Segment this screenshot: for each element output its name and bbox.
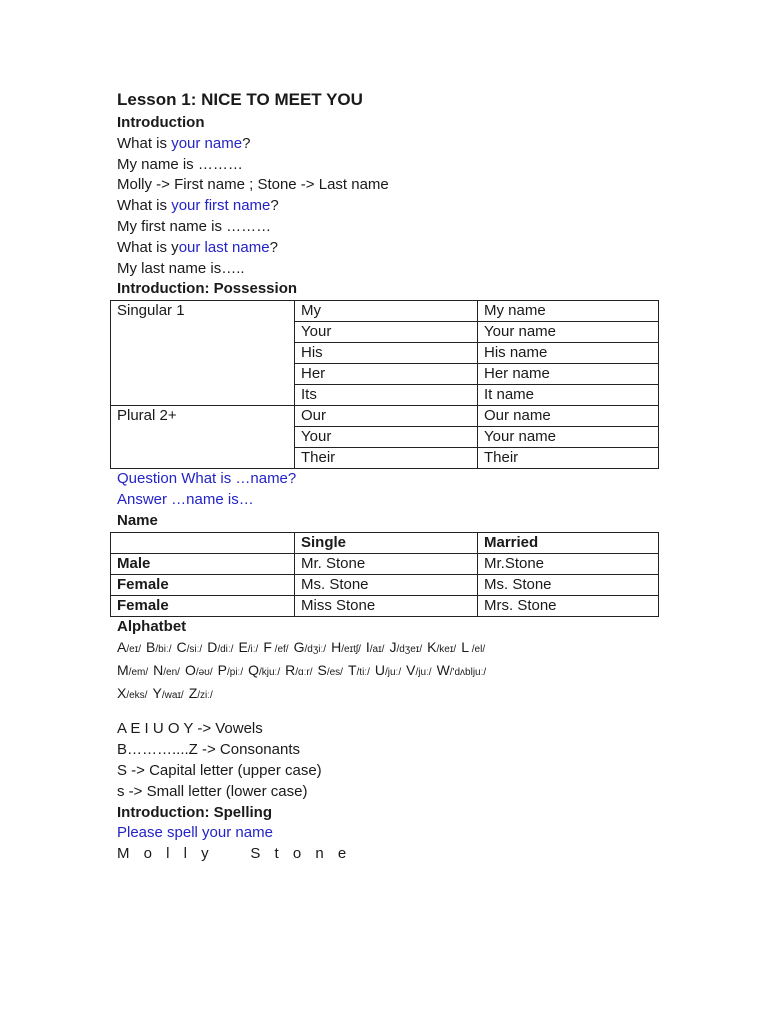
alphabet-letter-pair xyxy=(294,639,326,655)
alphabet-phonetic: /en/ xyxy=(163,667,180,679)
alphabet-letter-pair xyxy=(285,662,312,678)
table-cell: Ms. Stone xyxy=(478,574,659,595)
table-cell: His xyxy=(295,343,478,364)
alphabet-phonetic: /waɪ/ xyxy=(161,690,184,702)
alphabet-letter-pair xyxy=(185,662,213,678)
table-cell: It name xyxy=(478,385,659,406)
alphabet-phonetic: /'dʌbljuː/ xyxy=(449,667,487,679)
capital-letter-line: S -> Capital letter (upper case) xyxy=(117,761,322,779)
answer-my-name: My name is ……… xyxy=(117,155,243,173)
alphabet-letter: O xyxy=(184,662,196,679)
table-header-cell xyxy=(111,532,295,553)
table-cell: My xyxy=(295,301,478,322)
alphabet-letter-pair xyxy=(153,662,180,678)
question-text: What is xyxy=(117,197,172,215)
question-mark: ? xyxy=(269,238,278,256)
alphabet-phonetic: /siː/ xyxy=(186,644,203,656)
alphabet-letter: C xyxy=(176,639,187,656)
first-last-name-line: Molly -> First name ; Stone -> Last name xyxy=(117,176,389,194)
lesson-title: Lesson 1: NICE TO MEET YOU xyxy=(117,90,363,109)
highlight-text: your first name xyxy=(171,197,271,215)
alphabet-letter-pair xyxy=(207,639,233,655)
question-your-name xyxy=(117,134,662,155)
alphabet-phonetic: /juː/ xyxy=(415,667,432,679)
alphabet-phonetic: /piː/ xyxy=(226,667,244,679)
alphabet-letter: A xyxy=(117,639,127,656)
table-cell: Mr.Stone xyxy=(478,553,659,574)
alphabet-letter-pair xyxy=(348,662,370,678)
table-cell: Our name xyxy=(478,406,659,427)
alphabet-letter-pair xyxy=(437,662,487,678)
alphabet-letter-pair xyxy=(177,639,203,655)
table-cell: His name xyxy=(478,343,659,364)
table-cell: Your name xyxy=(478,427,659,448)
introduction-heading: Introduction xyxy=(117,114,205,131)
table-cell: Its xyxy=(295,385,478,406)
alphabet-letter: M xyxy=(117,662,129,679)
table-header-cell: Married xyxy=(478,532,659,553)
alphabet-line xyxy=(117,660,662,683)
alphabet-letter: D xyxy=(207,639,218,656)
alphabet-letter-pair xyxy=(389,639,422,655)
alphabet-phonetic: /el/ xyxy=(468,644,486,656)
table-header-row xyxy=(111,532,659,553)
table-cell: Mrs. Stone xyxy=(478,595,659,616)
possession-answer: Answer …name is… xyxy=(117,490,254,508)
table-cell: Female xyxy=(111,595,295,616)
alphabet-letter: V xyxy=(406,662,416,679)
table-row xyxy=(111,574,659,595)
alphabet-letter: S xyxy=(317,662,327,679)
alphabet-phonetic: /juː/ xyxy=(384,667,402,679)
alphabet-letter-pair xyxy=(189,685,213,701)
possession-heading: Introduction: Possession xyxy=(117,280,298,298)
alphabet-letter-pair xyxy=(331,639,361,655)
table-cell: Mr. Stone xyxy=(295,553,478,574)
alphabet-letter-pair xyxy=(117,639,141,655)
table-cell: Their xyxy=(478,448,659,469)
vowels-line: A E I U O Y -> Vowels xyxy=(117,720,263,738)
alphabet-phonetic: /keɪ/ xyxy=(436,644,457,656)
alphabet-pronunciation xyxy=(117,637,662,706)
table-row xyxy=(111,553,659,574)
alphabet-letter: P xyxy=(217,662,227,679)
alphabet-letter: B xyxy=(146,639,156,656)
spelling-heading: Introduction: Spelling xyxy=(117,803,272,821)
alphabet-phonetic: /ef/ xyxy=(271,644,289,656)
alphabet-letter: Z xyxy=(188,685,198,702)
question-text: What is y xyxy=(117,238,179,256)
table-cell: Ms. Stone xyxy=(295,574,478,595)
alphabet-phonetic: /es/ xyxy=(326,667,343,679)
alphabet-phonetic: /kjuː/ xyxy=(259,667,281,679)
table-cell: Their xyxy=(295,448,478,469)
alphabet-letter-pair xyxy=(146,639,171,655)
alphabet-phonetic: /eks/ xyxy=(126,690,148,702)
table-cell: Your name xyxy=(478,322,659,343)
table-cell: Your xyxy=(295,322,478,343)
alphabet-letter: F xyxy=(263,639,272,656)
answer-first-name: My first name is ……… xyxy=(117,217,272,235)
alphabet-phonetic: /iː/ xyxy=(247,644,259,656)
alphabet-phonetic: /əʊ/ xyxy=(195,667,213,679)
spelled-name: M o l l y S t o n e xyxy=(117,845,352,863)
alphabet-letter-pair xyxy=(238,639,258,655)
alphabet-line xyxy=(117,637,662,660)
table-cell: Our xyxy=(295,406,478,427)
alphabet-phonetic: /em/ xyxy=(128,667,149,679)
alphabet-phonetic: /tiː/ xyxy=(356,667,370,679)
document-content xyxy=(117,88,662,864)
question-text: What is xyxy=(117,134,172,152)
question-last-name xyxy=(117,238,662,259)
alphabet-letter-pair xyxy=(152,685,183,701)
alphabet-phonetic: /ziː/ xyxy=(197,690,213,702)
alphabet-letter-pair xyxy=(366,639,385,655)
consonants-line: B………....Z -> Consonants xyxy=(117,741,300,759)
question-mark: ? xyxy=(242,134,251,152)
answer-last-name: My last name is….. xyxy=(117,259,245,277)
alphabet-letter: L xyxy=(461,639,469,656)
alphabet-letter-pair xyxy=(248,662,280,678)
table-row xyxy=(111,406,659,427)
spelling-prompt: Please spell your name xyxy=(117,824,273,842)
alphabet-letter-pair xyxy=(427,639,456,655)
alphabet-letter: I xyxy=(365,639,370,656)
alphabet-phonetic: /dʒiː/ xyxy=(304,644,327,656)
alphabet-letter: U xyxy=(374,662,385,679)
alphabet-letter-pair xyxy=(263,639,288,655)
table-cell: Female xyxy=(111,574,295,595)
possession-question: Question What is …name? xyxy=(117,470,297,488)
alphabet-letter: T xyxy=(347,662,357,679)
alphabet-heading: Alphatbet xyxy=(117,617,187,635)
question-first-name xyxy=(117,196,662,217)
table-cell: Plural 2+ xyxy=(111,406,295,469)
alphabet-letter-pair xyxy=(117,662,148,678)
alphabet-letter: W xyxy=(436,662,450,679)
small-letter-line: s -> Small letter (lower case) xyxy=(117,782,308,800)
table-cell: My name xyxy=(478,301,659,322)
table-cell: Miss Stone xyxy=(295,595,478,616)
alphabet-letter-pair xyxy=(461,639,485,655)
table-row xyxy=(111,301,659,322)
table-cell: Male xyxy=(111,553,295,574)
table-cell: Your xyxy=(295,427,478,448)
alphabet-line xyxy=(117,683,662,706)
table-header-cell: Single xyxy=(295,532,478,553)
table-cell: Singular 1 xyxy=(111,301,295,406)
alphabet-letter: N xyxy=(153,662,164,679)
table-cell: Her name xyxy=(478,364,659,385)
alphabet-letter: Q xyxy=(248,662,259,679)
name-table xyxy=(110,532,659,617)
alphabet-phonetic: /eɪtʃ/ xyxy=(341,644,361,656)
alphabet-letter: J xyxy=(389,639,397,656)
alphabet-phonetic: /eɪ/ xyxy=(126,644,142,656)
question-mark: ? xyxy=(270,197,279,215)
highlight-text: our last name xyxy=(178,238,270,256)
name-heading: Name xyxy=(117,511,158,529)
alphabet-phonetic: /ɑːr/ xyxy=(295,667,313,679)
table-row xyxy=(111,595,659,616)
possession-table xyxy=(110,300,659,469)
spacer xyxy=(117,706,662,719)
alphabet-phonetic: /dʒeɪ/ xyxy=(396,644,423,656)
alphabet-letter-pair xyxy=(218,662,243,678)
alphabet-letter-pair xyxy=(117,685,147,701)
alphabet-letter-pair xyxy=(375,662,401,678)
alphabet-letter: K xyxy=(427,639,437,656)
alphabet-letter: G xyxy=(293,639,305,656)
alphabet-phonetic: /aɪ/ xyxy=(369,644,385,656)
alphabet-phonetic: /diː/ xyxy=(217,644,234,656)
alphabet-letter: H xyxy=(331,639,342,656)
alphabet-letter: X xyxy=(117,685,127,702)
highlight-text: your name xyxy=(171,134,243,152)
alphabet-letter-pair xyxy=(406,662,431,678)
alphabet-letter-pair xyxy=(317,662,342,678)
alphabet-phonetic: /biː/ xyxy=(155,644,172,656)
alphabet-letter: E xyxy=(238,639,248,656)
table-cell: Her xyxy=(295,364,478,385)
alphabet-letter: Y xyxy=(152,685,162,702)
alphabet-letter: R xyxy=(285,662,296,679)
